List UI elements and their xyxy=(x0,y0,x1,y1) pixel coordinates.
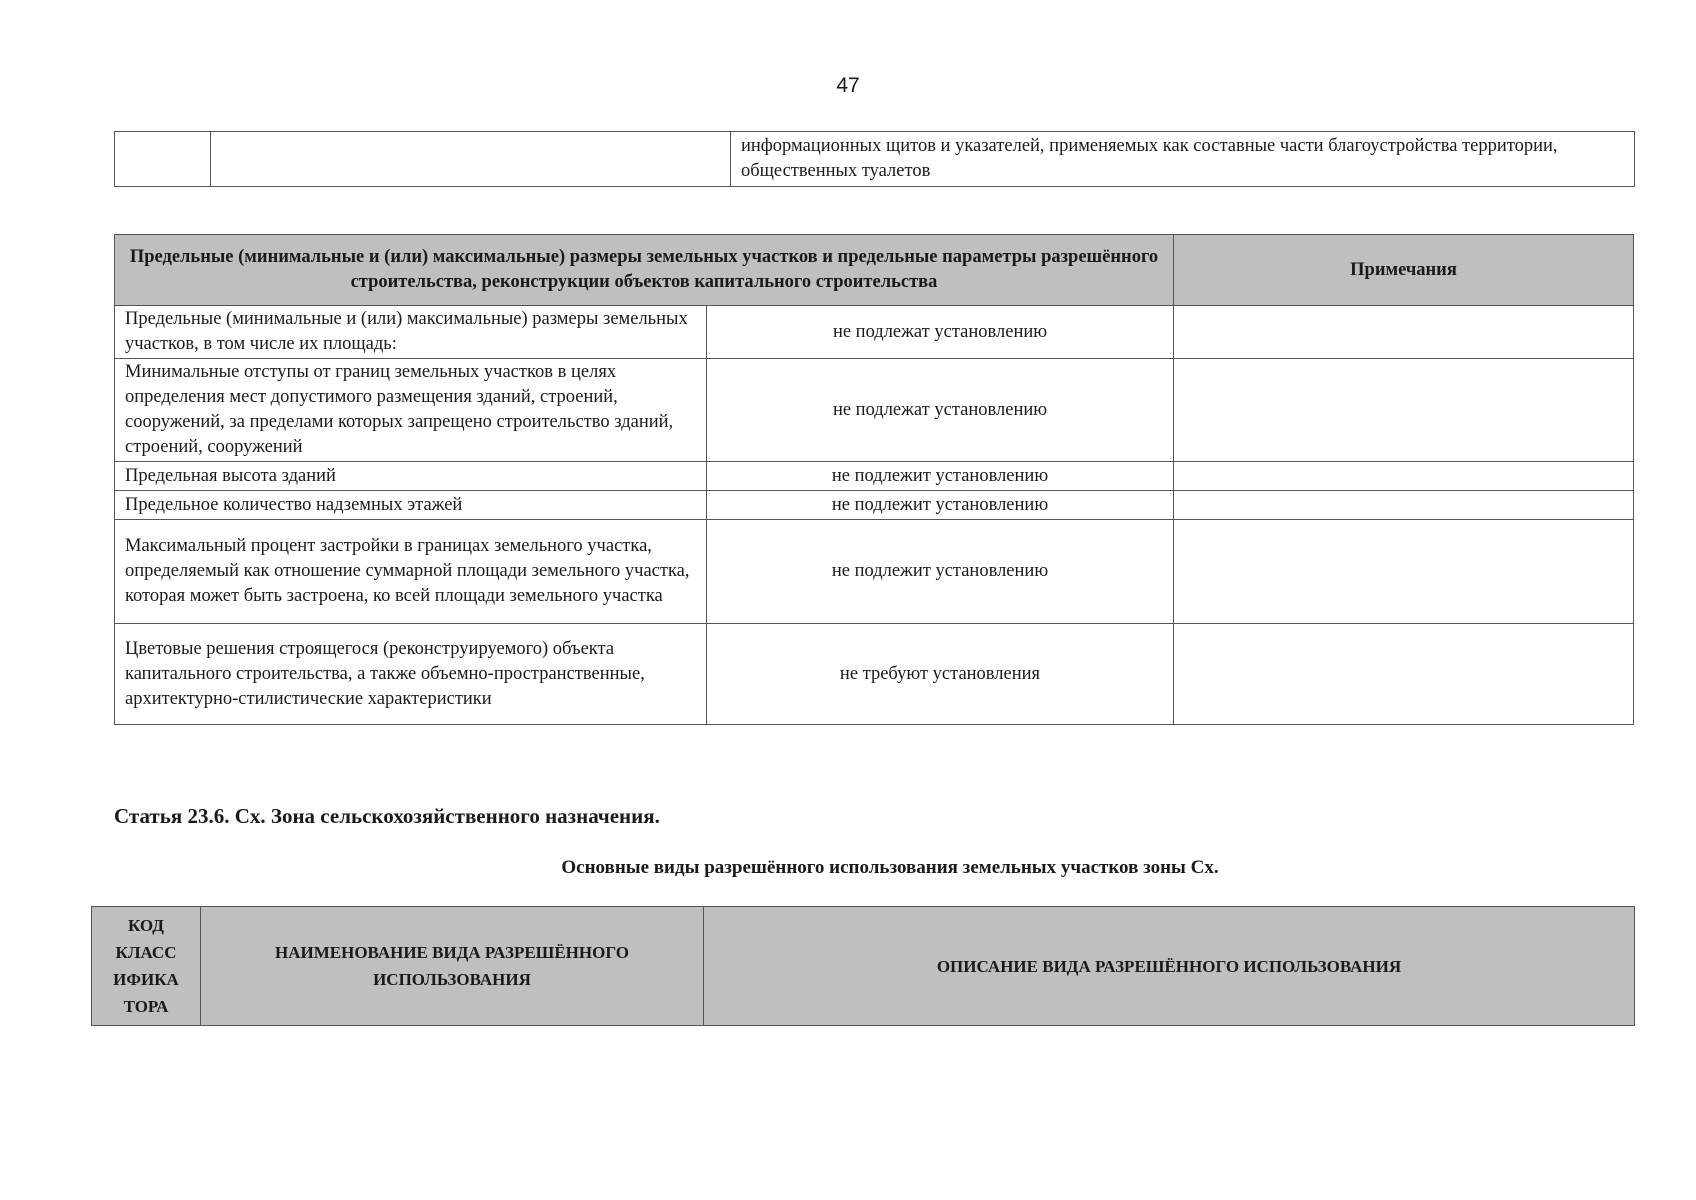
usage-name-header: НАИМЕНОВАНИЕ ВИДА РАЗРЕШЁННОГО ИСПОЛЬЗОВАНИЯ xyxy=(201,907,704,1026)
continuation-table xyxy=(114,131,1635,187)
table-row xyxy=(115,132,1635,187)
table-row xyxy=(115,624,1634,725)
parameter-value: не подлежат установлению xyxy=(707,359,1174,462)
section-title: Основные виды разрешённого использования земельных участков зоны Сх. xyxy=(561,857,1219,878)
parameter-name: Предельные (минимальные и (или) максимальные) размеры земельных участков, в том числе их площадь: xyxy=(115,306,707,359)
table-row xyxy=(115,462,1634,491)
parameter-name: Минимальные отступы от границ земельных участков в целях определения мест допустимого размещения зданий, строений, сооружений, за пределами которых запрещено строительство зданий, строений, сооружений xyxy=(115,359,707,462)
parameter-note xyxy=(1174,462,1634,491)
parameter-note xyxy=(1174,491,1634,520)
parameter-note xyxy=(1174,624,1634,725)
parameter-name: Максимальный процент застройки в границах земельного участка, определяемый как отношение суммарной площади земельного участка, которая может быть застроена, ко всей площади земельного участка xyxy=(115,520,707,624)
parameter-note xyxy=(1174,306,1634,359)
table-row xyxy=(115,491,1634,520)
table-cell xyxy=(115,132,211,187)
parameter-value: не подлежат установлению xyxy=(707,306,1174,359)
notes-header: Примечания xyxy=(1174,235,1634,306)
parameter-name: Предельная высота зданий xyxy=(115,462,707,491)
table-header-row xyxy=(92,907,1635,1026)
parameter-name: Цветовые решения строящегося (реконструируемого) объекта капитального строительства, а также объемно-пространственные, архитектурно-стилистические характеристики xyxy=(115,624,707,725)
parameters-table xyxy=(114,234,1634,725)
parameter-note xyxy=(1174,520,1634,624)
parameter-name: Предельное количество надземных этажей xyxy=(115,491,707,520)
usage-types-table xyxy=(91,906,1635,1026)
page-number: 47 xyxy=(836,74,860,97)
parameter-value: не подлежит установлению xyxy=(707,462,1174,491)
parameter-value: не подлежит установлению xyxy=(707,520,1174,624)
usage-description-header: ОПИСАНИЕ ВИДА РАЗРЕШЁННОГО ИСПОЛЬЗОВАНИЯ xyxy=(704,907,1635,1026)
parameter-value: не подлежит установлению xyxy=(707,491,1174,520)
table-row xyxy=(115,359,1634,462)
table-header-row xyxy=(115,235,1634,306)
table-row xyxy=(115,520,1634,624)
code-header: КОД КЛАСС ИФИКА ТОРА xyxy=(92,907,201,1026)
table-cell: информационных щитов и указателей, применяемых как составные части благоустройства территории, общественных туалетов xyxy=(731,132,1635,187)
parameter-value: не требуют установления xyxy=(707,624,1174,725)
parameters-header: Предельные (минимальные и (или) максимальные) размеры земельных участков и предельные параметры разрешённого строительства, реконструкции объектов капитального строительства xyxy=(115,235,1174,306)
table-row xyxy=(115,306,1634,359)
parameter-note xyxy=(1174,359,1634,462)
article-title: Статья 23.6. Сх. Зона сельскохозяйственного назначения. xyxy=(114,804,660,828)
table-cell xyxy=(211,132,731,187)
